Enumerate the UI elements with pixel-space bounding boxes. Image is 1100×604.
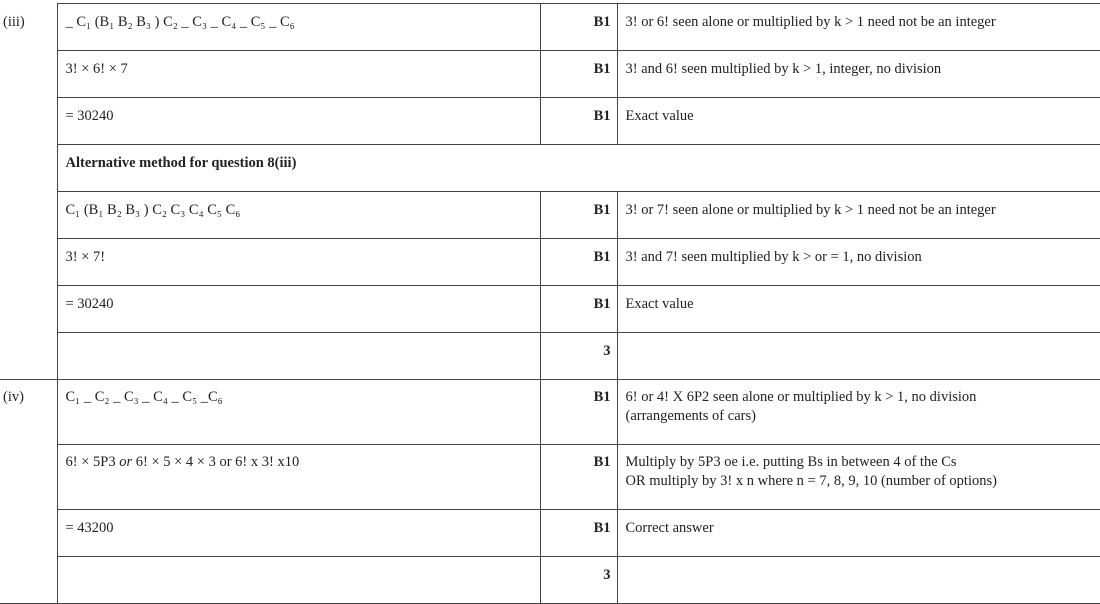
alternative-method-heading: Alternative method for question 8(iii) xyxy=(57,145,1100,192)
mark-cell: B1 xyxy=(540,239,617,286)
guidance-cell: 3! or 6! seen alone or multiplied by k > 1 need not be an integer xyxy=(617,4,1100,51)
guidance-cell: 3! or 7! seen alone or multiplied by k > 1 need not be an integer xyxy=(617,192,1100,239)
guidance-line: OR multiply by 3! x n where n = 7, 8, 9, 10 (number of options) xyxy=(625,473,997,489)
guidance-cell: Correct answer xyxy=(617,510,1100,557)
table-row xyxy=(0,98,1100,145)
table-row xyxy=(0,239,1100,286)
table-row xyxy=(0,286,1100,333)
mark-cell: B1 xyxy=(540,98,617,145)
answer-or: or xyxy=(119,454,133,470)
answer-cell xyxy=(57,445,540,510)
table-row xyxy=(0,4,1100,51)
answer-part: 6! × 5 × 4 × 3 or 6! x 3! x10 xyxy=(132,454,300,470)
table-row xyxy=(0,333,1100,380)
table-row xyxy=(0,380,1100,445)
guidance-line: Multiply by 5P3 oe i.e. putting Bs in between 4 of the Cs xyxy=(625,454,957,470)
table-row xyxy=(0,192,1100,239)
answer-cell: 3! × 7! xyxy=(57,239,540,286)
answer-cell: = 30240 xyxy=(57,286,540,333)
answer-cell: C₁ (B₁ B₂ B₃ ) C₂ C₃ C₄ C₅ C₆ xyxy=(57,192,540,239)
table-row xyxy=(0,510,1100,557)
mark-cell: B1 xyxy=(540,380,617,445)
guidance-line: (arrangements of cars) xyxy=(625,408,756,424)
table-row xyxy=(0,145,1100,192)
guidance-cell: Exact value xyxy=(617,98,1100,145)
guidance-cell xyxy=(617,445,1100,510)
mark-cell: B1 xyxy=(540,51,617,98)
table-row xyxy=(0,557,1100,604)
table-row xyxy=(0,445,1100,510)
mark-cell: B1 xyxy=(540,445,617,510)
answer-cell: 3! × 6! × 7 xyxy=(57,51,540,98)
mark-cell: B1 xyxy=(540,510,617,557)
part-label: (iv) xyxy=(0,380,57,445)
guidance-cell: 3! and 6! seen multiplied by k > 1, integer, no division xyxy=(617,51,1100,98)
guidance-line: 6! or 4! X 6P2 seen alone or multiplied by k > 1, no division xyxy=(625,389,977,405)
guidance-cell: 3! and 7! seen multiplied by k > or = 1, no division xyxy=(617,239,1100,286)
table-row xyxy=(0,51,1100,98)
answer-part: 6! × 5P3 xyxy=(65,454,120,470)
guidance-cell xyxy=(617,380,1100,445)
total-marks: 3 xyxy=(540,333,617,380)
answer-cell: C₁ _ C₂ _ C₃ _ C₄ _ C₅ _C₆ xyxy=(57,380,540,445)
mark-scheme-table xyxy=(0,3,1100,604)
answer-cell: = 43200 xyxy=(57,510,540,557)
answer-cell: _ C₁ (B₁ B₂ B₃ ) C₂ _ C₃ _ C₄ _ C₅ _ C₆ xyxy=(57,4,540,51)
answer-cell: = 30240 xyxy=(57,98,540,145)
guidance-cell: Exact value xyxy=(617,286,1100,333)
mark-cell: B1 xyxy=(540,286,617,333)
total-marks: 3 xyxy=(540,557,617,604)
mark-cell: B1 xyxy=(540,192,617,239)
part-label: (iii) xyxy=(0,4,57,51)
mark-cell: B1 xyxy=(540,4,617,51)
